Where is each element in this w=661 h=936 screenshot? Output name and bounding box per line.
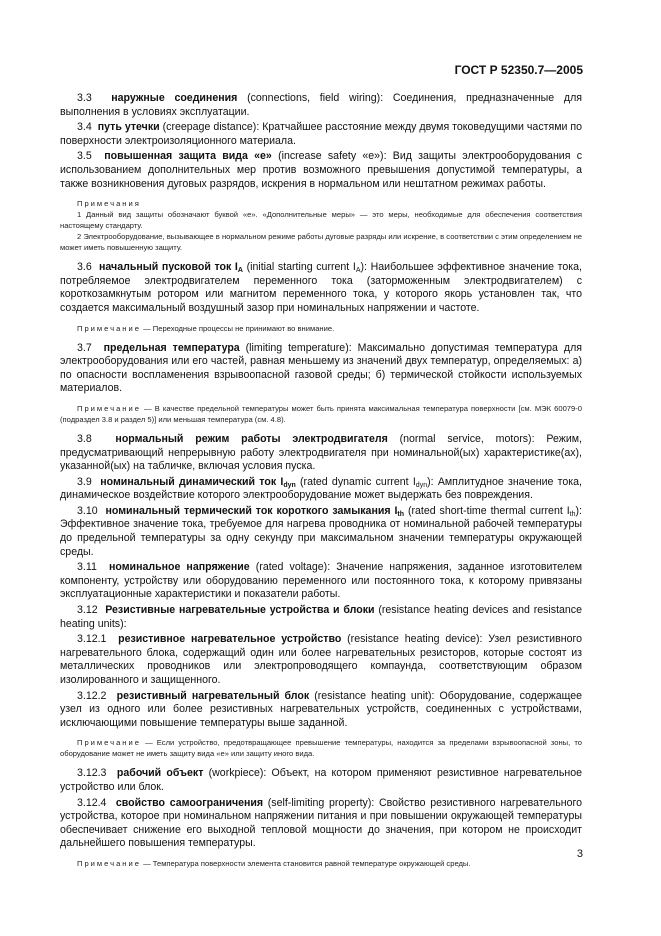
clause-term-en: (initial starting current I <box>242 261 356 274</box>
note-label: Примечание <box>77 323 141 333</box>
clause-text: : Объект, на котором применяют резистивное нагревательное устройство или блок. <box>60 767 582 793</box>
clause-term-en-subscript: th <box>569 510 576 518</box>
note-text: — Температура поверхности элемента становится равной температуре окружающей среды. <box>140 858 471 868</box>
clause-number: 3.12.4 <box>77 796 107 809</box>
clause-number: 3.10 <box>77 504 98 517</box>
clause-number: 3.7 <box>77 341 92 354</box>
clause-term: резистивный нагревательный блок <box>116 689 310 702</box>
clause-number: 3.6 <box>77 261 92 274</box>
clause-term-en: (resistance heating device) <box>341 633 480 646</box>
clause-term-en: (creepage distance) <box>159 121 257 134</box>
clause-3-12 <box>60 604 582 631</box>
clause-term-en: (normal service, motors) <box>387 432 532 445</box>
clause-3-6 <box>60 261 582 315</box>
clause-number: 3.5 <box>77 150 92 163</box>
page-number: 3 <box>576 848 583 860</box>
clause-term-en: (resistance heating devices and resistance heating units) <box>60 604 582 630</box>
clause-term-en-subscript: A <box>355 267 361 275</box>
clause-text: : Максимально допустимая температура для электрооборудования или его частей, равная меньшему из значений двух температур, определяемых: а) по опасности воспламенения взрывоопасной газовой среды; б) термической стойкости используемых материалов. <box>60 341 582 395</box>
clause-3-12-4 <box>60 797 582 851</box>
clause-term-en: (rated dynamic current I <box>295 475 416 488</box>
clause-term-en-subscript: dyn <box>415 481 428 489</box>
clause-text: : Оборудование, содержащее узел из одного или более резистивных нагревательных устройств, соединенных с устройствами, исключающими повышение температуры выше заданной. <box>60 689 582 729</box>
document-body <box>60 92 582 869</box>
clause-term-subscript: th <box>397 510 405 518</box>
clause-term: повышенная защита вида «е» <box>104 150 272 163</box>
clause-text: : Вид защиты электрооборудования с использованием дополнительных мер против возможного превышения допустимой температуры, а также возникновения дуговых разрядов, искрения в нормальном или нештатном режимах работы. <box>60 150 582 190</box>
clause-3-12-1 <box>60 633 582 687</box>
clause-number: 3.3 <box>77 92 92 104</box>
note-label: Примечание <box>77 858 141 868</box>
clause-term: путь утечки <box>97 121 160 134</box>
clause-term-en: (rated voltage) <box>249 561 328 574</box>
clause-number: 3.12 <box>77 604 98 617</box>
note-3-6 <box>60 323 582 334</box>
clause-number: 3.12.1 <box>77 633 107 646</box>
note-text: — Если устройство, предотвращающее превышение температуры, находится за пределами взрывоопасной зоны, то оборудование может не иметь защиту вида «е» или защиту иного вида. <box>60 738 582 759</box>
clause-term-en: (resistance heating unit) <box>309 689 432 702</box>
clause-number: 3.11 <box>77 561 97 574</box>
clause-3-7 <box>60 342 582 396</box>
clause-3-4 <box>60 121 582 148</box>
clause-number: 3.9 <box>77 475 92 488</box>
clause-3-9 <box>60 476 582 503</box>
note-3-7 <box>60 403 582 425</box>
clause-text: ): Наибольшее эффективное значение тока, потребляемое электродвигателем переменного тока (заторможенным электродвигателем) с короткозамкнутым ротором или магнитом переменного тока, у которого якорь установлен так, что создается максимальный воздушный зазор при номинальных напряжении и частоте. <box>60 261 582 314</box>
clause-3-8 <box>60 433 582 474</box>
clause-term: номинальное напряжение <box>108 561 250 574</box>
clause-text: : Узел резистивного нагревательного блока, содержащий один или более нагревательных резисторов, которые состоят из металлических проводников или электропроводящего компаунда, соответствующим образом изолированного и защищенного. <box>60 633 582 686</box>
clause-3-10 <box>60 505 582 559</box>
clause-text: : Свойство резистивного нагревательного устройства, которое при номинальном напряжении питания и при повышении окружающей температуры обеспечивает снижение его выходной тепловой мощности до значения, при котором не происходит дальнейшего повышения температуры. <box>60 796 582 850</box>
clause-term: Резистивные нагревательные устройства и блоки <box>105 604 375 617</box>
clause-term: нормальный режим работы электродвигателя <box>115 432 388 445</box>
clause-term: рабочий объект <box>116 767 204 780</box>
clause-text: ): Эффективное значение тока, требуемое для нагрева проводника от номинальной рабочей температуры до предельной температуры за одну секунду при максимальном значении температуры окружающей среды. <box>60 504 582 558</box>
clause-term-en: (limiting temperature) <box>239 341 349 354</box>
clause-term: резистивное нагревательное устройство <box>118 633 342 646</box>
clause-term: свойство самоограничения <box>115 796 264 809</box>
clause-term-subscript: A <box>237 267 243 275</box>
note-text: — Переходные процессы не принимают во внимание. <box>140 323 335 333</box>
clause-term-en: (connections, field wiring) <box>237 92 381 104</box>
notes-heading: Примечания <box>77 199 141 209</box>
note-text: — В качестве предельной температуры может быть принята максимальная температура поверхности [см. МЭК 60079-0 (подраздел 3.8 и раздел 5)] или меньшая температура (см. 4.8). <box>60 403 582 424</box>
clause-term: наружные соединения <box>111 92 238 104</box>
clause-term-en: (workpiece) <box>203 767 264 780</box>
note-label: Примечание <box>77 738 141 748</box>
clause-text: : Кратчайшее расстояние между двумя токоведущими частями по поверхности электроизоляционного материала. <box>60 121 583 147</box>
clause-number: 3.8 <box>77 432 92 445</box>
note-3-12-2 <box>60 737 582 759</box>
clause-term: номинальный динамический ток I <box>100 475 284 488</box>
clause-term: предельная температура <box>103 341 240 354</box>
clause-term-en: (increase safety «е») <box>271 150 384 163</box>
note-3-12-4 <box>60 858 582 869</box>
clause-text: : Соединения, предназначенные для выполнения в условиях эксплуатации. <box>60 92 583 118</box>
clause-3-12-3 <box>60 767 582 794</box>
clause-3-11 <box>60 561 582 602</box>
note-label: Примечание <box>77 403 141 413</box>
clause-number: 3.12.3 <box>77 767 107 780</box>
clause-text: ): Амплитудное значение тока, динамическое воздействие которого электрооборудование может выдержать без повреждения. <box>60 475 582 502</box>
standard-header: ГОСТ Р 52350.7—2005 <box>454 63 583 77</box>
clause-term-en: (rated short-time thermal current I <box>404 504 570 517</box>
clause-text: : Значение напряжения, заданное изготовителем компоненту, устройству или оборудованию переменного или постоянного тока, к которому привязаны эксплуатационные характеристики и показатели работы. <box>60 561 583 601</box>
clause-term-en: (self-limiting property) <box>263 796 372 809</box>
clause-term: номинальный термический ток короткого замыкания I <box>105 504 398 517</box>
clause-3-5 <box>60 150 582 191</box>
note-1: 1 Данный вид защиты обозначают буквой «е». «Дополнительные меры» — это меры, необходимые для обеспечения соответствия настоящему стандарту. <box>60 210 582 231</box>
clause-term-subscript: dyn <box>283 481 296 489</box>
clause-term: начальный пусковой ток I <box>99 261 238 274</box>
clause-3-12-2 <box>60 690 582 731</box>
note-2: 2 Электрооборудование, вызывающее в нормальном режиме работы дуговые разряды или искрение, в соответствии с этим определением не может иметь повышенную защиту. <box>60 232 582 253</box>
clause-text: : Режим, предусматривающий непрерывную работу электродвигателя при номинальной(ых) характеристике(ах), указанной(ых) на табличке, включая условия пуска. <box>60 432 582 473</box>
clause-3-3 <box>60 92 582 119</box>
clause-text: : <box>123 617 127 630</box>
clause-number: 3.4 <box>77 121 92 134</box>
clause-number: 3.12.2 <box>77 689 107 702</box>
